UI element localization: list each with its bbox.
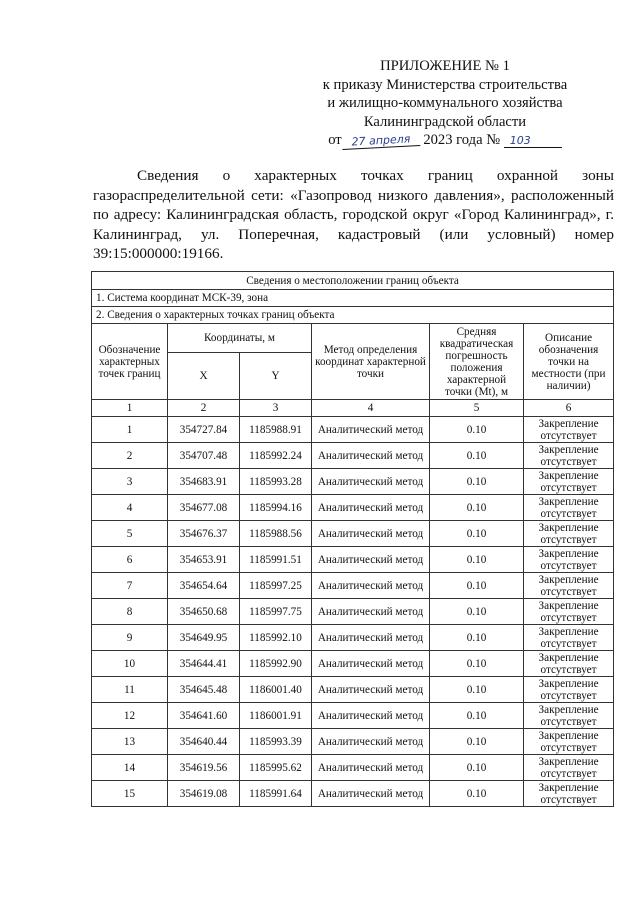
accuracy-cell: 0.10 bbox=[430, 443, 524, 469]
point-number-cell: 10 bbox=[92, 651, 168, 677]
coord-y-cell: 1185991.51 bbox=[240, 547, 312, 573]
table-row bbox=[92, 469, 614, 495]
accuracy-cell: 0.10 bbox=[430, 573, 524, 599]
intro-text: Сведения о характерных точках границ охранной зоны газораспределительной сети: «Газопровод низкого давления», расположенный по адресу: Калининградская область, городской округ «Город Калининград», г. Калининград, ул. Поперечная, кадастровый (или условный) номер 39:15:000000:19166. bbox=[93, 167, 614, 263]
method-cell: Аналитический метод bbox=[312, 521, 430, 547]
coord-y-cell: 1185995.62 bbox=[240, 755, 312, 781]
description-cell: Закрепление отсутствует bbox=[524, 651, 614, 677]
accuracy-cell: 0.10 bbox=[430, 651, 524, 677]
table-row bbox=[92, 781, 614, 807]
table-row bbox=[92, 703, 614, 729]
description-cell: Закрепление отсутствует bbox=[524, 781, 614, 807]
accuracy-cell: 0.10 bbox=[430, 547, 524, 573]
accuracy-cell: 0.10 bbox=[430, 625, 524, 651]
coord-y-cell: 1185991.64 bbox=[240, 781, 312, 807]
coord-x-cell: 354619.08 bbox=[168, 781, 240, 807]
table-row bbox=[92, 651, 614, 677]
order-number-handwritten: 103 bbox=[504, 134, 562, 148]
column-number: 3 bbox=[240, 400, 312, 417]
coord-x-cell: 354727.84 bbox=[168, 417, 240, 443]
coord-y-cell: 1185993.28 bbox=[240, 469, 312, 495]
header-description: Описание обозначения точки на местности (при наличии) bbox=[524, 324, 614, 400]
point-number-cell: 5 bbox=[92, 521, 168, 547]
description-cell: Закрепление отсутствует bbox=[524, 599, 614, 625]
table-row bbox=[92, 417, 614, 443]
order-date-handwritten: 27 апреля bbox=[341, 132, 420, 150]
accuracy-cell: 0.10 bbox=[430, 417, 524, 443]
method-cell: Аналитический метод bbox=[312, 625, 430, 651]
table-row bbox=[92, 547, 614, 573]
header-method: Метод определения координат характерной точки bbox=[312, 324, 430, 400]
method-cell: Аналитический метод bbox=[312, 703, 430, 729]
accuracy-cell: 0.10 bbox=[430, 495, 524, 521]
coord-y-cell: 1185993.39 bbox=[240, 729, 312, 755]
point-number-cell: 7 bbox=[92, 573, 168, 599]
description-cell: Закрепление отсутствует bbox=[524, 729, 614, 755]
method-cell: Аналитический метод bbox=[312, 417, 430, 443]
accuracy-cell: 0.10 bbox=[430, 703, 524, 729]
header-accuracy: Средняя квадратическая погрешность положения характерной точки (Mt), м bbox=[430, 324, 524, 400]
point-number-cell: 15 bbox=[92, 781, 168, 807]
point-number-cell: 2 bbox=[92, 443, 168, 469]
accuracy-cell: 0.10 bbox=[430, 729, 524, 755]
description-cell: Закрепление отсутствует bbox=[524, 755, 614, 781]
order-header bbox=[305, 57, 585, 150]
coord-x-cell: 354653.91 bbox=[168, 547, 240, 573]
column-number: 6 bbox=[524, 400, 614, 417]
method-cell: Аналитический метод bbox=[312, 651, 430, 677]
description-cell: Закрепление отсутствует bbox=[524, 703, 614, 729]
description-cell: Закрепление отсутствует bbox=[524, 417, 614, 443]
appendix-title: ПРИЛОЖЕНИЕ № 1 bbox=[380, 58, 510, 74]
point-number-cell: 4 bbox=[92, 495, 168, 521]
point-number-cell: 1 bbox=[92, 417, 168, 443]
table-title-row bbox=[92, 272, 614, 290]
coord-x-cell: 354640.44 bbox=[168, 729, 240, 755]
coord-x-cell: 354645.48 bbox=[168, 677, 240, 703]
coord-y-cell: 1186001.91 bbox=[240, 703, 312, 729]
point-number-cell: 14 bbox=[92, 755, 168, 781]
order-from-label: от bbox=[328, 132, 342, 148]
point-number-cell: 11 bbox=[92, 677, 168, 703]
method-cell: Аналитический метод bbox=[312, 729, 430, 755]
accuracy-cell: 0.10 bbox=[430, 469, 524, 495]
description-cell: Закрепление отсутствует bbox=[524, 469, 614, 495]
coord-x-cell: 354649.95 bbox=[168, 625, 240, 651]
table-row bbox=[92, 755, 614, 781]
coord-x-cell: 354677.08 bbox=[168, 495, 240, 521]
coord-y-cell: 1185992.24 bbox=[240, 443, 312, 469]
coord-y-cell: 1185992.90 bbox=[240, 651, 312, 677]
method-cell: Аналитический метод bbox=[312, 781, 430, 807]
column-number: 4 bbox=[312, 400, 430, 417]
table-row bbox=[92, 573, 614, 599]
coord-y-cell: 1185988.56 bbox=[240, 521, 312, 547]
method-cell: Аналитический метод bbox=[312, 443, 430, 469]
header-x: X bbox=[168, 353, 240, 400]
coord-x-cell: 354650.68 bbox=[168, 599, 240, 625]
coordinate-system-row bbox=[92, 290, 614, 307]
description-cell: Закрепление отсутствует bbox=[524, 547, 614, 573]
description-cell: Закрепление отсутствует bbox=[524, 443, 614, 469]
point-number-cell: 3 bbox=[92, 469, 168, 495]
point-number-cell: 6 bbox=[92, 547, 168, 573]
coordinate-system-label: 1. Система координат МСК-39, зона bbox=[92, 290, 614, 307]
intro-paragraph bbox=[93, 166, 614, 264]
description-cell: Закрепление отсутствует bbox=[524, 573, 614, 599]
coord-y-cell: 1185992.10 bbox=[240, 625, 312, 651]
column-number: 5 bbox=[430, 400, 524, 417]
method-cell: Аналитический метод bbox=[312, 469, 430, 495]
point-number-cell: 9 bbox=[92, 625, 168, 651]
accuracy-cell: 0.10 bbox=[430, 677, 524, 703]
table-row bbox=[92, 599, 614, 625]
order-issuer-line-2: и жилищно-коммунального хозяйства bbox=[327, 95, 563, 111]
order-year-label: 2023 года № bbox=[423, 132, 501, 148]
column-number: 1 bbox=[92, 400, 168, 417]
point-number-cell: 8 bbox=[92, 599, 168, 625]
accuracy-cell: 0.10 bbox=[430, 521, 524, 547]
table-row bbox=[92, 677, 614, 703]
coord-x-cell: 354676.37 bbox=[168, 521, 240, 547]
header-row-1 bbox=[92, 324, 614, 353]
description-cell: Закрепление отсутствует bbox=[524, 495, 614, 521]
method-cell: Аналитический метод bbox=[312, 547, 430, 573]
header-point: Обозначение характерных точек границ bbox=[92, 324, 168, 400]
method-cell: Аналитический метод bbox=[312, 573, 430, 599]
table-row bbox=[92, 729, 614, 755]
coord-y-cell: 1185997.75 bbox=[240, 599, 312, 625]
coord-x-cell: 354641.60 bbox=[168, 703, 240, 729]
coord-x-cell: 354619.56 bbox=[168, 755, 240, 781]
description-cell: Закрепление отсутствует bbox=[524, 521, 614, 547]
coord-x-cell: 354644.41 bbox=[168, 651, 240, 677]
coord-y-cell: 1185994.16 bbox=[240, 495, 312, 521]
order-issuer-line-3: Калининградской области bbox=[363, 113, 527, 130]
table-row bbox=[92, 443, 614, 469]
column-number: 2 bbox=[168, 400, 240, 417]
column-numbers-row bbox=[92, 400, 614, 417]
table-row bbox=[92, 521, 614, 547]
method-cell: Аналитический метод bbox=[312, 495, 430, 521]
accuracy-cell: 0.10 bbox=[430, 599, 524, 625]
method-cell: Аналитический метод bbox=[312, 755, 430, 781]
boundary-points-table bbox=[91, 271, 614, 807]
accuracy-cell: 0.10 bbox=[430, 781, 524, 807]
table-row bbox=[92, 625, 614, 651]
header-coords: Координаты, м bbox=[168, 324, 312, 353]
coord-y-cell: 1185997.25 bbox=[240, 573, 312, 599]
table-row bbox=[92, 495, 614, 521]
table-title: Сведения о местоположении границ объекта bbox=[92, 272, 614, 290]
section-label: 2. Сведения о характерных точках границ объекта bbox=[92, 307, 614, 324]
order-issuer-line-1: к приказу Министерства строительства bbox=[322, 76, 568, 93]
coord-y-cell: 1185988.91 bbox=[240, 417, 312, 443]
method-cell: Аналитический метод bbox=[312, 599, 430, 625]
accuracy-cell: 0.10 bbox=[430, 755, 524, 781]
coord-y-cell: 1186001.40 bbox=[240, 677, 312, 703]
section-row bbox=[92, 307, 614, 324]
description-cell: Закрепление отсутствует bbox=[524, 625, 614, 651]
header-y: Y bbox=[240, 353, 312, 400]
point-number-cell: 12 bbox=[92, 703, 168, 729]
method-cell: Аналитический метод bbox=[312, 677, 430, 703]
coord-x-cell: 354707.48 bbox=[168, 443, 240, 469]
point-number-cell: 13 bbox=[92, 729, 168, 755]
description-cell: Закрепление отсутствует bbox=[524, 677, 614, 703]
coord-x-cell: 354654.64 bbox=[168, 573, 240, 599]
order-date-line bbox=[305, 131, 585, 150]
coord-x-cell: 354683.91 bbox=[168, 469, 240, 495]
